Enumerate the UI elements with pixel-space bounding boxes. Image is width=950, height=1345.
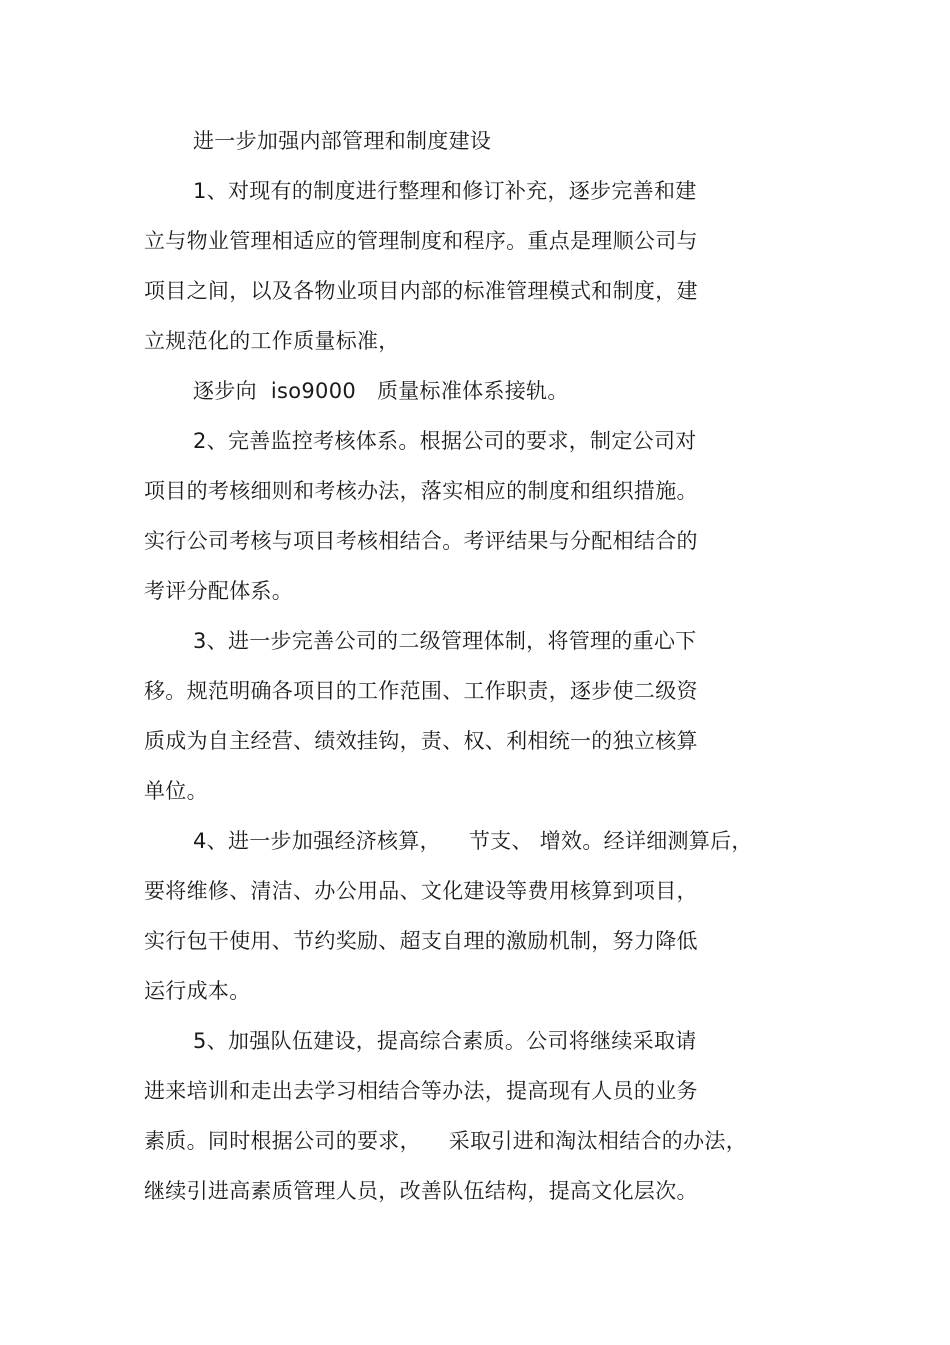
paragraph-2-line-3: 实行公司考核与项目考核相结合。考评结果与分配相结合的 — [144, 529, 698, 553]
paragraph-5-line-3: 素质。同时根据公司的要求， 采取引进和淘汰相结合的办法， — [144, 1129, 747, 1153]
paragraph-4-line-1: 4、进一步加强经济核算， 节支、 增效。经详细测算后， — [193, 829, 753, 853]
paragraph-1-line-2: 立与物业管理相适应的管理制度和程序。重点是理顺公司与 — [144, 229, 698, 253]
paragraph-4-line-2: 要将维修、清洁、办公用品、文化建设等费用核算到项目， — [144, 879, 698, 903]
section-heading: 进一步加强内部管理和制度建设 — [193, 129, 492, 153]
paragraph-2-line-4: 考评分配体系。 — [144, 579, 294, 603]
paragraph-3-line-3: 质成为自主经营、绩效挂钩，责、权、利相统一的独立核算 — [144, 729, 698, 753]
paragraph-1-line-1: 1、对现有的制度进行整理和修订补充，逐步完善和建 — [193, 179, 697, 203]
paragraph-1-line-4: 立规范化的工作质量标准， — [144, 329, 400, 353]
paragraph-1-line-5: 逐步向 iso9000 质量标准体系接轨。 — [193, 379, 569, 403]
paragraph-5-line-1: 5、加强队伍建设，提高综合素质。公司将继续采取请 — [193, 1029, 697, 1053]
paragraph-2-line-2: 项目的考核细则和考核办法，落实相应的制度和组织措施。 — [144, 479, 698, 503]
paragraph-3-line-1: 3、进一步完善公司的二级管理体制，将管理的重心下 — [193, 629, 697, 653]
paragraph-2-line-1: 2、完善监控考核体系。根据公司的要求，制定公司对 — [193, 429, 697, 453]
paragraph-3-line-2: 移。规范明确各项目的工作范围、工作职责，逐步使二级资 — [144, 679, 698, 703]
paragraph-3-line-4: 单位。 — [144, 779, 208, 803]
paragraph-5-line-4: 继续引进高素质管理人员，改善队伍结构，提高文化层次。 — [144, 1179, 698, 1203]
paragraph-4-line-4: 运行成本。 — [144, 979, 251, 1003]
paragraph-1-line-3: 项目之间，以及各物业项目内部的标准管理模式和制度，建 — [144, 279, 698, 303]
paragraph-4-line-3: 实行包干使用、节约奖励、超支自理的激励机制，努力降低 — [144, 929, 698, 953]
paragraph-5-line-2: 进来培训和走出去学习相结合等办法，提高现有人员的业务 — [144, 1079, 698, 1103]
